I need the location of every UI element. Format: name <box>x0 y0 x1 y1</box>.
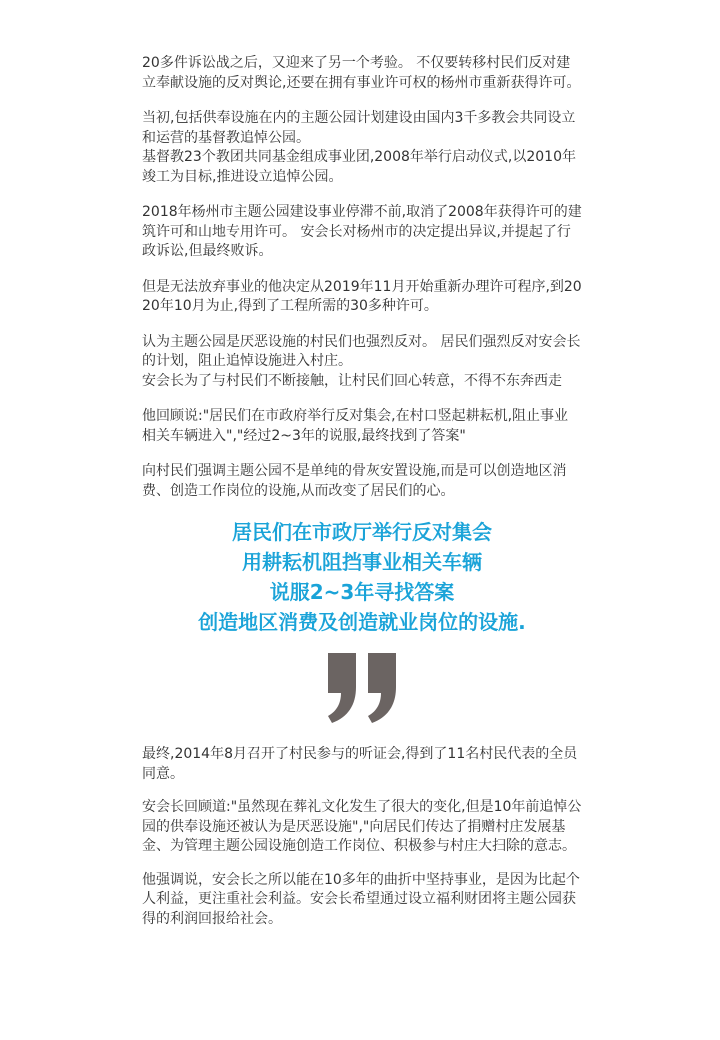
paragraph: 2018年杨州市主题公园建设事业停滞不前,取消了2008年获得许可的建筑许可和山地专用许可。 安会长对杨州市的决定提出异议,并提起了行政诉讼,但最终败诉。 <box>142 204 582 259</box>
paragraph: 他强调说，安会长之所以能在10多年的曲折中坚持事业，是因为比起个人利益，更注重社会利益。安会长希望通过设立福利财团将主题公园获得的利润回报给社会。 <box>142 871 580 927</box>
paragraph: 向村民们强调主题公园不是单纯的骨灰安置设施,而是可以创造地区消费、创造工作岗位的设施,从而改变了居民们的心。 <box>142 463 567 499</box>
paragraph: 安会长回顾道:"虽然现在葬礼文化发生了很大的变化,但是10年前追悼公园的供奉设施还被认为是厌恶设施","向居民们传达了捐赠村庄发展基金、为管理主题公园设施创造工作岗位、积极参与村庄大扫除的意志。 <box>142 799 582 854</box>
pull-quote-line: 说服2~3年寻找答案 <box>269 580 455 604</box>
paragraph: 最终,2014年8月召开了村民参与的听证会,得到了11名村民代表的全员同意。 <box>142 746 578 782</box>
closing-quote-icon <box>324 653 400 723</box>
closing-quote-icon <box>142 653 582 723</box>
paragraph: 20多件诉讼战之后，又迎来了另一个考验。 不仅要转移村民们反对建立奉献设施的反对舆论,还要在拥有事业许可权的杨州市重新获得许可。 <box>142 55 581 91</box>
pull-quote-line: 用耕耘机阻挡事业相关车辆 <box>242 550 482 574</box>
paragraph: 认为主题公园是厌恶设施的村民们也强烈反对。 居民们强烈反对安会长的计划，阻止追悼设施进入村庄。 安会长为了与村民们不断接触，让村民们回心转意，不得不东奔西走 <box>142 333 581 389</box>
pull-quote <box>142 517 582 637</box>
article-body <box>142 54 582 943</box>
paragraph: 但是无法放弃事业的他决定从2019年11月开始重新办理许可程序,到2020年10月为止,得到了工程所需的30多种许可。 <box>142 278 582 314</box>
paragraph: 当初,包括供奉设施在内的主题公园计划建设由国内3千多教会共同设立和运营的基督教追悼公园。 基督教23个教团共同基金组成事业团,2008年举行启动仪式,以2010年竣工为目标,推进设立追悼公园。 <box>142 110 576 185</box>
paragraph: 他回顾说:"居民们在市政府举行反对集会,在村口竖起耕耘机,阻止事业相关车辆进入","经过2~3年的说服,最终找到了答案" <box>142 408 569 444</box>
pull-quote-line: 创造地区消费及创造就业岗位的设施. <box>198 610 526 634</box>
pull-quote-line: 居民们在市政厅举行反对集会 <box>232 520 492 544</box>
